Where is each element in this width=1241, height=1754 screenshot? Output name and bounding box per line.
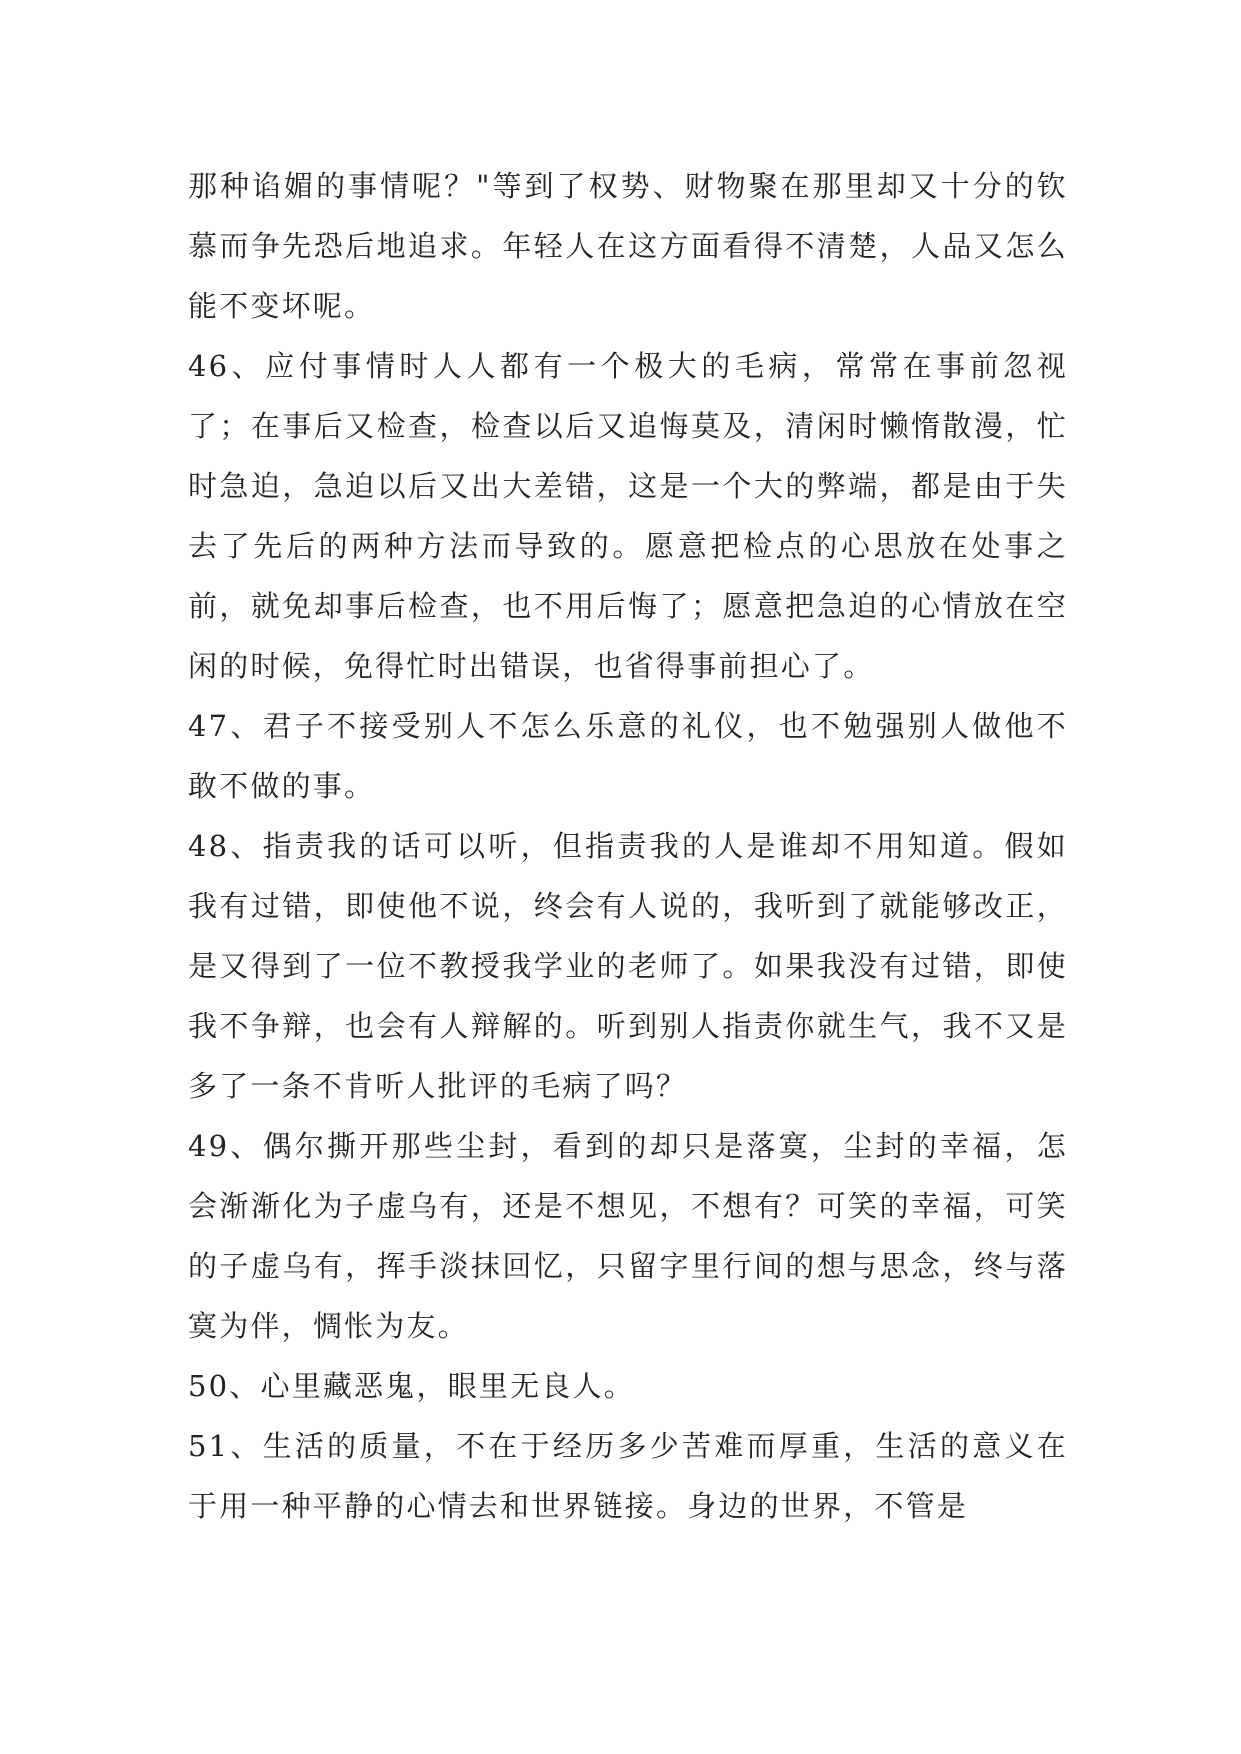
paragraph-46: 46、应付事情时人人都有一个极大的毛病，常常在事前忽视了；在事后又检查，检查以后又追悔莫及，清闲时懒惰散漫，忙时急迫，急迫以后又出大差错，这是一个大的弊端，都是由于失去了先后的两种方法而导致的。愿意把检点的心思放在处事之前，就免却事后检查，也不用后悔了；愿意把急迫的心情放在空闲的时候，免得忙时出错误，也省得事前担心了。 (188, 349, 1068, 683)
paragraph-51: 51、生活的质量，不在于经历多少苦难而厚重，生活的意义在于用一种平静的心情去和世界链接。身边的世界，不管是 (188, 1429, 1068, 1523)
paragraph-50: 50、心里藏恶鬼，眼里无良人。 (188, 1369, 635, 1403)
paragraph-continuation: 那种谄媚的事情呢？"等到了权势、财物聚在那里却又十分的钦慕而争先恐后地追求。年轻人在这方面看得不清楚，人品又怎么能不变坏呢。 (188, 169, 1068, 323)
document-body (188, 156, 1068, 1536)
paragraph-48: 48、指责我的话可以听，但指责我的人是谁却不用知道。假如我有过错，即使他不说，终会有人说的，我听到了就能够改正，是又得到了一位不教授我学业的老师了。如果我没有过错，即使我不争辩，也会有人辩解的。听到别人指责你就生气，我不又是多了一条不肯听人批评的毛病了吗？ (188, 829, 1068, 1103)
paragraph-49: 49、偶尔撕开那些尘封，看到的却只是落寞，尘封的幸福，怎会渐渐化为子虚乌有，还是不想见，不想有？可笑的幸福，可笑的子虚乌有，挥手淡抹回忆，只留字里行间的想与思念，终与落寞为伴，惆怅为友。 (188, 1129, 1068, 1343)
paragraph-47: 47、君子不接受别人不怎么乐意的礼仪，也不勉强别人做他不敢不做的事。 (188, 709, 1068, 803)
